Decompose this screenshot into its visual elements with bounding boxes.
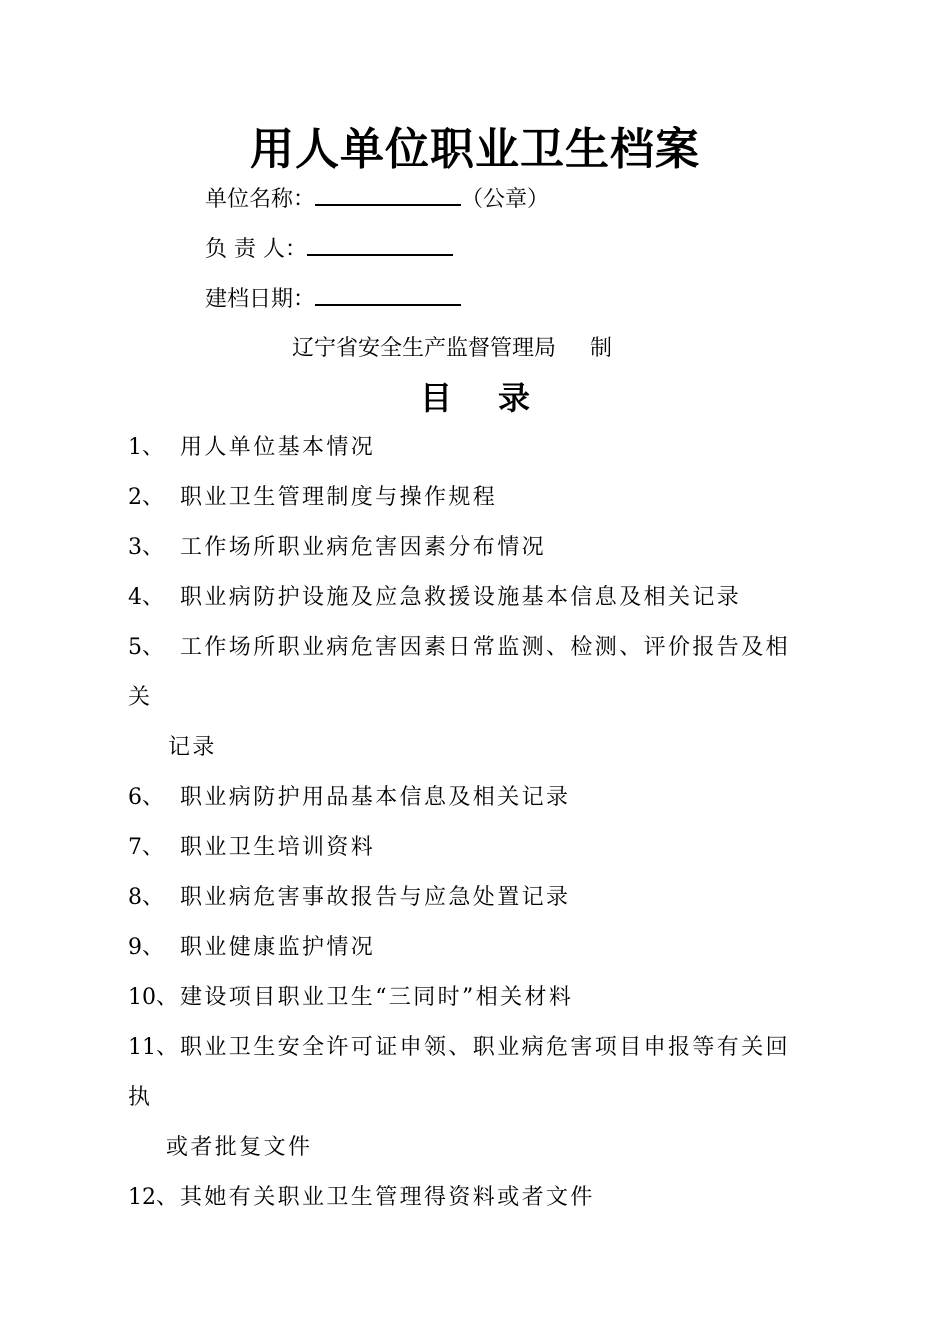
toc-item-text: 工作场所职业病危害因素分布情况 — [180, 535, 547, 560]
toc-item — [128, 783, 570, 813]
toc-item-number: 9、 — [128, 935, 164, 960]
toc-item-number: 6、 — [128, 785, 164, 810]
toc-item — [128, 433, 375, 463]
toc-item-continuation: 记录 — [168, 735, 217, 760]
filing-date-blank — [315, 284, 461, 306]
toc-item-number: 11、 — [128, 1035, 178, 1060]
toc-item — [128, 883, 570, 913]
toc-item-number: 3、 — [128, 535, 164, 560]
issuer-line — [292, 334, 612, 364]
toc-heading-left: 目 — [419, 379, 452, 417]
toc-item-text: 其她有关职业卫生管理得资料或者文件 — [180, 1185, 595, 1210]
toc-item-text: 职业卫生管理制度与操作规程 — [180, 485, 498, 510]
toc-item-text: 职业病防护设施及应急救援设施基本信息及相关记录 — [180, 585, 742, 610]
toc-item — [128, 1183, 595, 1213]
document-title: 用人单位职业卫生档案 — [250, 124, 700, 175]
toc-item-number: 8、 — [128, 885, 164, 910]
toc-item-text: 工作场所职业病危害因素日常监测、检测、评价报告及相 — [180, 635, 791, 660]
toc-item — [128, 633, 790, 663]
toc-item — [128, 533, 546, 563]
toc-item — [128, 933, 375, 963]
toc-item-number: 7、 — [128, 835, 164, 860]
toc-heading-right: 录 — [498, 379, 531, 417]
toc-item — [128, 983, 573, 1013]
person-in-charge-blank — [307, 234, 453, 256]
toc-item-number: 4、 — [128, 585, 164, 610]
toc-item-continuation: 关 — [128, 685, 153, 710]
toc-item-number: 2、 — [128, 485, 164, 510]
toc-item — [128, 483, 497, 513]
toc-item-text: 职业卫生安全许可证申领、职业病危害项目申报等有关回 — [180, 1035, 791, 1060]
filing-date-label: 建档日期： — [205, 287, 316, 312]
issuer-org: 辽宁省安全生产监督管理局 — [292, 336, 557, 361]
toc-item-text: 职业卫生培训资料 — [180, 835, 376, 860]
unit-name-blank — [315, 184, 461, 206]
toc-item — [128, 583, 741, 613]
toc-item-continuation: 执 — [128, 1085, 153, 1110]
toc-item-text: 职业健康监护情况 — [180, 935, 376, 960]
toc-heading — [0, 376, 950, 420]
toc-item-number: 10、 — [128, 985, 178, 1010]
toc-item-text: 用人单位基本情况 — [180, 435, 376, 460]
person-in-charge-label: 负 责 人： — [205, 237, 307, 262]
unit-name-label: 单位名称： — [205, 187, 316, 212]
unit-name-field — [205, 184, 549, 215]
toc-item — [128, 1033, 790, 1063]
issuer-mark: 制 — [590, 336, 613, 361]
toc-item-text: 建设项目职业卫生“三同时”相关材料 — [180, 985, 574, 1010]
toc-item-number: 5、 — [128, 635, 164, 660]
toc-item-number: 1、 — [128, 435, 164, 460]
toc-item — [128, 833, 375, 863]
toc-item-text: 职业病防护用品基本信息及相关记录 — [180, 785, 571, 810]
toc-item-number: 12、 — [128, 1185, 178, 1210]
unit-name-seal-note: （公章） — [461, 187, 550, 212]
filing-date-field — [205, 284, 461, 315]
toc-item-text: 职业病危害事故报告与应急处置记录 — [180, 885, 571, 910]
toc-item-continuation: 或者批复文件 — [166, 1135, 313, 1160]
person-in-charge-field — [205, 234, 453, 265]
